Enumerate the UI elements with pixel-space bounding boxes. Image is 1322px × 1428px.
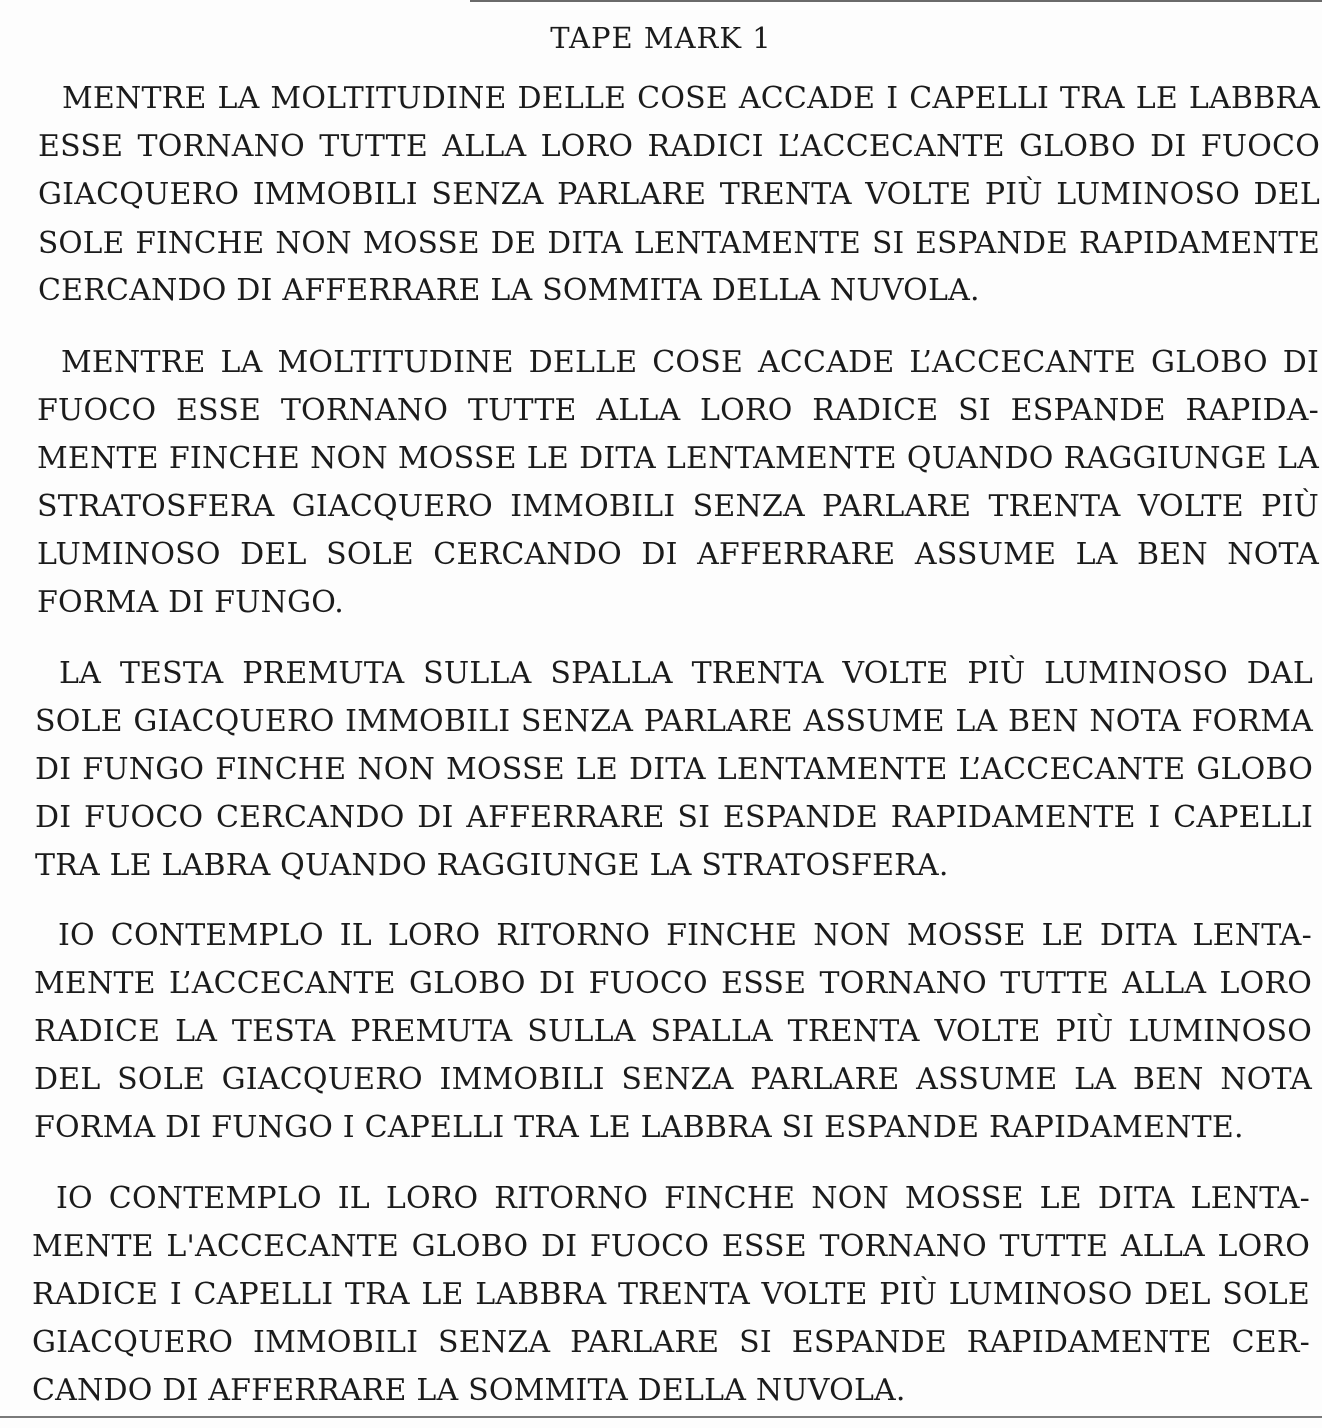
text-line: IO CONTEMPLO IL LORO RITORNO FINCHE NON MOSSE LE DITA LENTA- <box>56 1181 1310 1216</box>
text-line: GIACQUERO IMMOBILI SENZA PARLARE TRENTA VOLTE PIÙ LUMINOSO DEL <box>38 177 1320 212</box>
text-line: MENTRE LA MOLTITUDINE DELLE COSE ACCADE I CAPELLI TRA LE LABBRA <box>62 81 1320 116</box>
text-line: DEL SOLE GIACQUERO IMMOBILI SENZA PARLARE ASSUME LA BEN NOTA <box>34 1062 1312 1097</box>
text-line: SOLE GIACQUERO IMMOBILI SENZA PARLARE ASSUME LA BEN NOTA FORMA <box>35 704 1313 739</box>
paragraph-3 <box>35 650 1313 890</box>
text-line: FUOCO ESSE TORNANO TUTTE ALLA LORO RADICE SI ESPANDE RAPIDA- <box>37 393 1319 428</box>
text-line: GIACQUERO IMMOBILI SENZA PARLARE SI ESPANDE RAPIDAMENTE CER- <box>32 1325 1310 1360</box>
text-line: CANDO DI AFFERRARE LA SOMMITA DELLA NUVOLA. <box>32 1373 906 1408</box>
text-line: SOLE FINCHE NON MOSSE DE DITA LENTAMENTE SI ESPANDE RAPIDAMENTE <box>38 226 1320 260</box>
text-line: LUMINOSO DEL SOLE CERCANDO DI AFFERRARE ASSUME LA BEN NOTA <box>37 537 1319 572</box>
paragraph-5 <box>32 1175 1310 1415</box>
text-line: DI FUOCO CERCANDO DI AFFERRARE SI ESPANDE RAPIDAMENTE I CAPELLI <box>35 800 1313 835</box>
bottom-rule <box>0 1416 1322 1418</box>
paragraph-2 <box>37 339 1319 627</box>
text-line: IO CONTEMPLO IL LORO RITORNO FINCHE NON MOSSE LE DITA LENTA- <box>58 918 1312 953</box>
text-line: RADICE LA TESTA PREMUTA SULLA SPALLA TRENTA VOLTE PIÙ LUMINOSO <box>34 1014 1312 1049</box>
text-line: FORMA DI FUNGO I CAPELLI TRA LE LABBRA SI ESPANDE RAPIDAMENTE. <box>34 1110 1244 1145</box>
paragraph-1 <box>38 75 1320 315</box>
text-line: FORMA DI FUNGO. <box>37 585 345 620</box>
text-line: RADICE I CAPELLI TRA LE LABBRA TRENTA VOLTE PIÙ LUMINOSO DEL SOLE <box>32 1277 1310 1312</box>
text-line: STRATOSFERA GIACQUERO IMMOBILI SENZA PARLARE TRENTA VOLTE PIÙ <box>37 489 1319 524</box>
text-line: MENTE FINCHE NON MOSSE LE DITA LENTAMENTE QUANDO RAGGIUNGE LA <box>37 441 1319 476</box>
text-line: MENTE L'ACCECANTE GLOBO DI FUOCO ESSE TORNANO TUTTE ALLA LORO <box>32 1229 1310 1264</box>
page-title: TAPE MARK 1 <box>550 21 772 55</box>
top-rule <box>470 0 1322 2</box>
text-line: DI FUNGO FINCHE NON MOSSE LE DITA LENTAMENTE L’ACCECANTE GLOBO <box>35 752 1313 787</box>
text-line: TRA LE LABRA QUANDO RAGGIUNGE LA STRATOSFERA. <box>35 848 949 883</box>
text-line: MENTE L’ACCECANTE GLOBO DI FUOCO ESSE TORNANO TUTTE ALLA LORO <box>34 966 1312 1001</box>
text-line: ESSE TORNANO TUTTE ALLA LORO RADICI L’ACCECANTE GLOBO DI FUOCO <box>38 129 1320 164</box>
text-line: MENTRE LA MOLTITUDINE DELLE COSE ACCADE L’ACCECANTE GLOBO DI <box>61 345 1319 380</box>
paragraph-4 <box>34 912 1312 1152</box>
text-line: CERCANDO DI AFFERRARE LA SOMMITA DELLA NUVOLA. <box>38 273 980 308</box>
text-line: LA TESTA PREMUTA SULLA SPALLA TRENTA VOLTE PIÙ LUMINOSO DAL <box>59 656 1313 691</box>
